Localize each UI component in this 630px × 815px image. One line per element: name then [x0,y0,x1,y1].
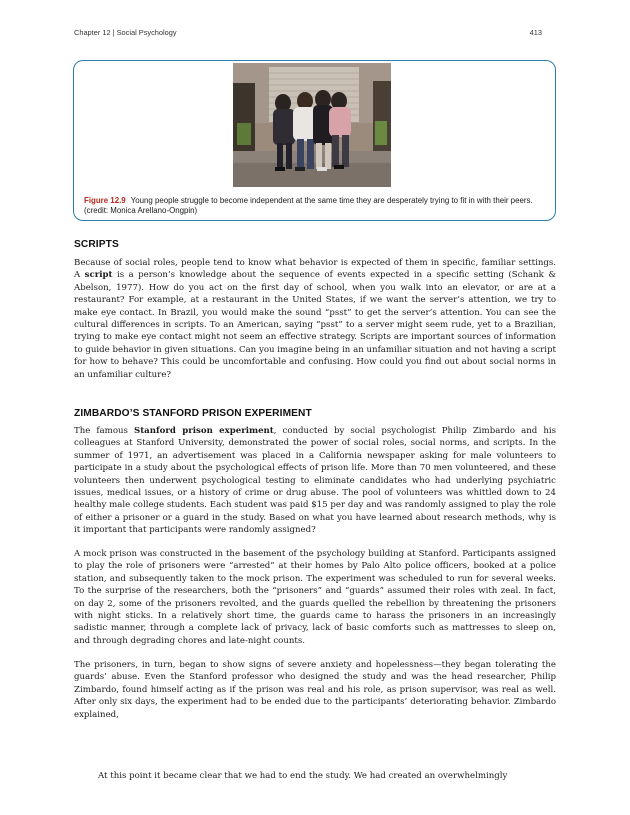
scripts-paragraph-text-a: Because of social roles, people tend to know what behavior is expected of them in specific, familiar settings. A [74,258,556,281]
zimbardo-paragraph-1-text-b: , conducted by social psychologist Philip Zimbardo and his colleagues at Stanford University, demonstrated the power of social roles, social norms, and scripts. In the summer of 1971, an advertisement was placed in a California newspaper asking for male volunteers to participate in a study about the psychological effects of prison life. More than 70 men volunteered, and these volunteers then underwent psychological testing to eliminate candidates who had underlying psychiatric issues, medical issues, or a history of crime or drug abuse. The pool of volunteers was whittled down to 24 healthy male college students. Each student was paid $15 per day and was randomly assigned to play the role of either a prisoner or a guard in the study. Based on what you have learned about research methods, why is it important that participants were randomly assigned? [74,426,557,536]
zimbardo-paragraph-2: A mock prison was constructed in the basement of the psychology building at Stanford. Participants assigned to play the role of prisoners were “arrested” at their homes by Palo Alto police officers, booked at a police station, and subsequently taken to the mock prison. The experiment was scheduled to run for several weeks. To the surprise of the researchers, both the “prisoners” and “guards” assumed their roles with zeal. In fact, on day 2, some of the prisoners revolted, and the guards quelled the rebellion by threatening the prisoners with night sticks. In a relatively short time, the guards came to harass the prisoners in an increasingly sadistic manner, through a complete lack of privacy, lack of basic comforts such as mattresses to sleep on, and through degrading chores and late-night counts. [74,549,556,646]
block-quote: At this point it became clear that we had to end the study. We had created an overwhelmingly [98,771,508,781]
section-heading-zimbardo: ZIMBARDO’S STANFORD PRISON EXPERIMENT [74,408,312,419]
figure-box [73,60,556,221]
chapter-title: Chapter 12 | Social Psychology [74,28,177,37]
running-header [74,28,542,40]
zimbardo-paragraph-1-text-a: The famous [74,426,134,436]
term-script: script [84,270,113,281]
figure-label: Figure 12.9 [84,196,126,205]
page-number: 413 [529,28,542,37]
zimbardo-paragraph-1 [74,425,556,537]
section-heading-scripts: SCRIPTS [74,239,119,250]
scripts-paragraph-text-b: is a person’s knowledge about the sequence of events expected in a specific setting (Schank & Abelson, 1977). How do you act on the first day of school, when you walk into an elevator, or are at a restaurant? For example, at a restaurant in the United States, if we want the server’s attention, we try to make eye contact. In Brazil, you would make the sound “psst” to get the server’s attention. You can see the cultural differences in scripts. To an American, saying “psst” to a server might seem rude, yet to a Brazilian, trying to make eye contact might not seem an effective strategy. Scripts are important sources of information to guide behavior in given situations. Can you imagine being in an unfamiliar situation and not having a script for how to behave? This could be uncomfortable and confusing. How could you find out about social norms in an unfamiliar culture? [74,270,556,380]
figure-caption [84,196,545,216]
group-of-young-people-image [233,63,391,187]
figure-photo [233,63,391,187]
term-stanford-prison-experiment: Stanford prison experiment [133,426,274,436]
scripts-paragraph [74,257,556,381]
zimbardo-paragraph-3: The prisoners, in turn, began to show signs of severe anxiety and hopelessness—they began tolerating the guards’ abuse. Even the Stanford professor who designed the study and was the head researcher, Philip Zimbardo, found himself acting as if the prison was real and his role, as prison supervisor, was real as well. After only six days, the experiment had to be ended due to the participants’ deteriorating behavior. Zimbardo explained, [74,660,556,720]
figure-caption-text: Young people struggle to become independent at the same time they are desperately trying to fit in with their peers. (credit: Monica Arellano-Ongpin) [84,196,533,215]
